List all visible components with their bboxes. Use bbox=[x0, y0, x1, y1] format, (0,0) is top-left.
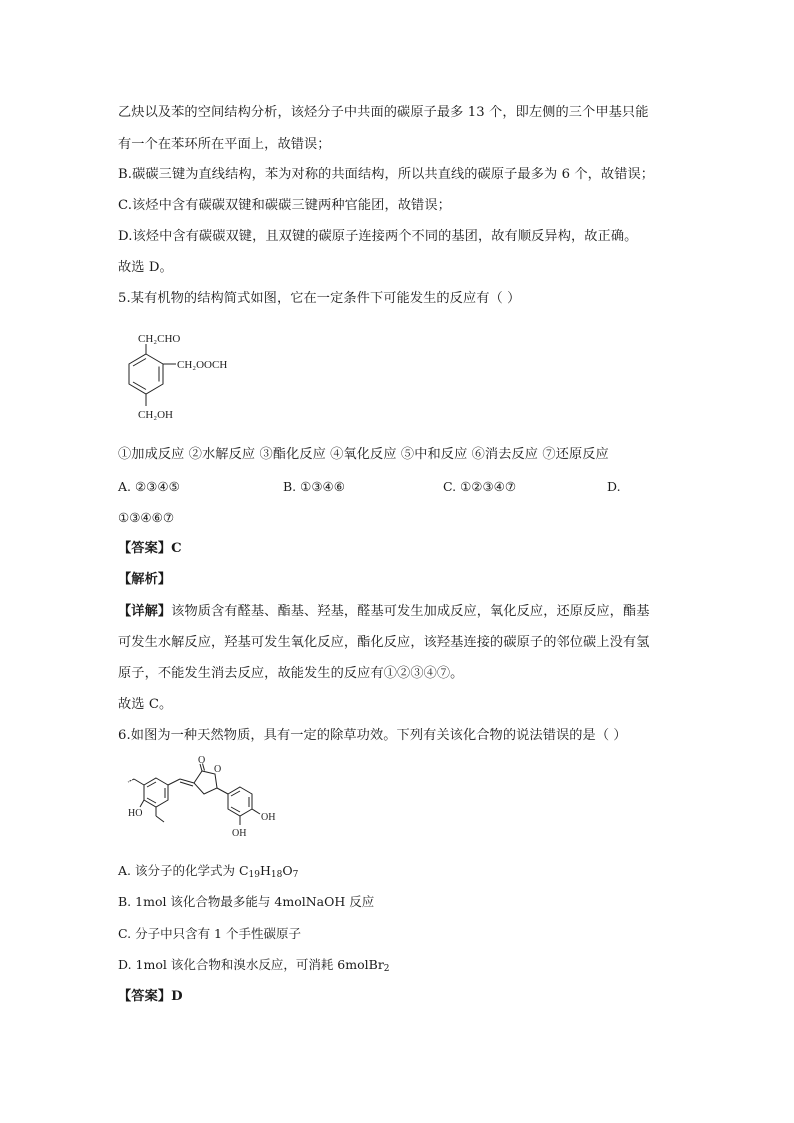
prev-analysis-line-5: D.该烃中含有碳碳双键，且双键的碳原子连接两个不同的基团，故有顺反异构，故正确。 bbox=[118, 229, 638, 244]
q5-detail-line-2: 可发生水解反应，羟基可发生氧化反应，酯化反应，该羟基连接的碳原子的邻位碳上没有氢 bbox=[118, 635, 650, 650]
q6-struct-oh-right: OH bbox=[261, 812, 276, 823]
q5-reaction-list: ①加成反应 ②水解反应 ③酯化反应 ④氧化反应 ⑤中和反应 ⑥消去反应 ⑦还原反应 bbox=[118, 447, 609, 462]
q6-struct-carbonyl-o: O bbox=[198, 756, 206, 766]
q5-struct-top-label: CH₂CHO bbox=[138, 333, 181, 345]
q5-detail-label: 【详解】 bbox=[118, 604, 172, 619]
q5-structure-diagram bbox=[118, 326, 268, 431]
q6-option-c: C. 分子中只含有 1 个手性碳原子 bbox=[118, 926, 301, 941]
q6-option-d: D. 1mol 该化合物和溴水反应，可消耗 6molBr$_2$ bbox=[118, 957, 390, 974]
q5-option-c: C. ①②③④⑦ bbox=[443, 479, 517, 494]
q5-conclusion: 故选 C。 bbox=[118, 697, 173, 712]
q5-answer: 【答案】C bbox=[118, 541, 182, 556]
q5-option-a: A. ②③④⑤ bbox=[118, 479, 180, 494]
q6-stem: 6.如图为一种天然物质，具有一定的除草功效。下列有关该化合物的说法错误的是（ ） bbox=[118, 728, 627, 743]
q5-struct-bottom-label: CH₂OH bbox=[138, 409, 174, 421]
q5-detail-line-1 bbox=[118, 603, 678, 621]
q6-struct-ring-o: O bbox=[214, 764, 222, 775]
q5-option-b: B. ①③④⑥ bbox=[283, 479, 345, 494]
q5-struct-right-label: CH₂OOCH bbox=[177, 359, 228, 371]
prev-conclusion: 故选 D。 bbox=[118, 260, 173, 275]
q6-structure-diagram bbox=[118, 756, 318, 852]
q5-detail-text-1: 该物质含有醛基、酯基、羟基，醛基可发生加成反应，氧化反应，还原反应，酯基 bbox=[171, 604, 650, 619]
q6-struct-ho-left: HO bbox=[128, 808, 143, 819]
q6-struct-oh-bottom: OH bbox=[232, 828, 247, 839]
q5-analysis-label: 【解析】 bbox=[118, 572, 172, 587]
q5-detail-line-3: 原子，不能发生消去反应，故能发生的反应有①②③④⑦。 bbox=[118, 666, 464, 681]
q5-stem: 5.某有机物的结构简式如图，它在一定条件下可能发生的反应有（ ） bbox=[118, 291, 521, 306]
prev-analysis-line-4: C.该烃中含有碳碳双键和碳碳三键两种官能团，故错误； bbox=[118, 198, 451, 213]
prev-analysis-line-3: B.碳碳三键为直线结构，苯为对称的共面结构，所以共直线的碳原子最多为 6 个，故错误； bbox=[118, 167, 655, 182]
q6-option-a: A. 该分子的化学式为 $C_{19}H_{18}O_7$ bbox=[118, 863, 299, 880]
prev-analysis-line-2: 有一个在苯环所在平面上，故错误； bbox=[118, 137, 331, 152]
q6-answer: 【答案】D bbox=[118, 989, 183, 1004]
q5-option-d: D. bbox=[607, 479, 621, 494]
q6-option-b: B. 1mol 该化合物最多能与 4molNaOH 反应 bbox=[118, 894, 375, 909]
q5-option-d-continued: ①③④⑥⑦ bbox=[118, 510, 175, 525]
prev-analysis-line-1: 乙炔以及苯的空间结构分析，该烃分子中共面的碳原子最多 13 个，即左侧的三个甲基只能 bbox=[118, 105, 649, 120]
